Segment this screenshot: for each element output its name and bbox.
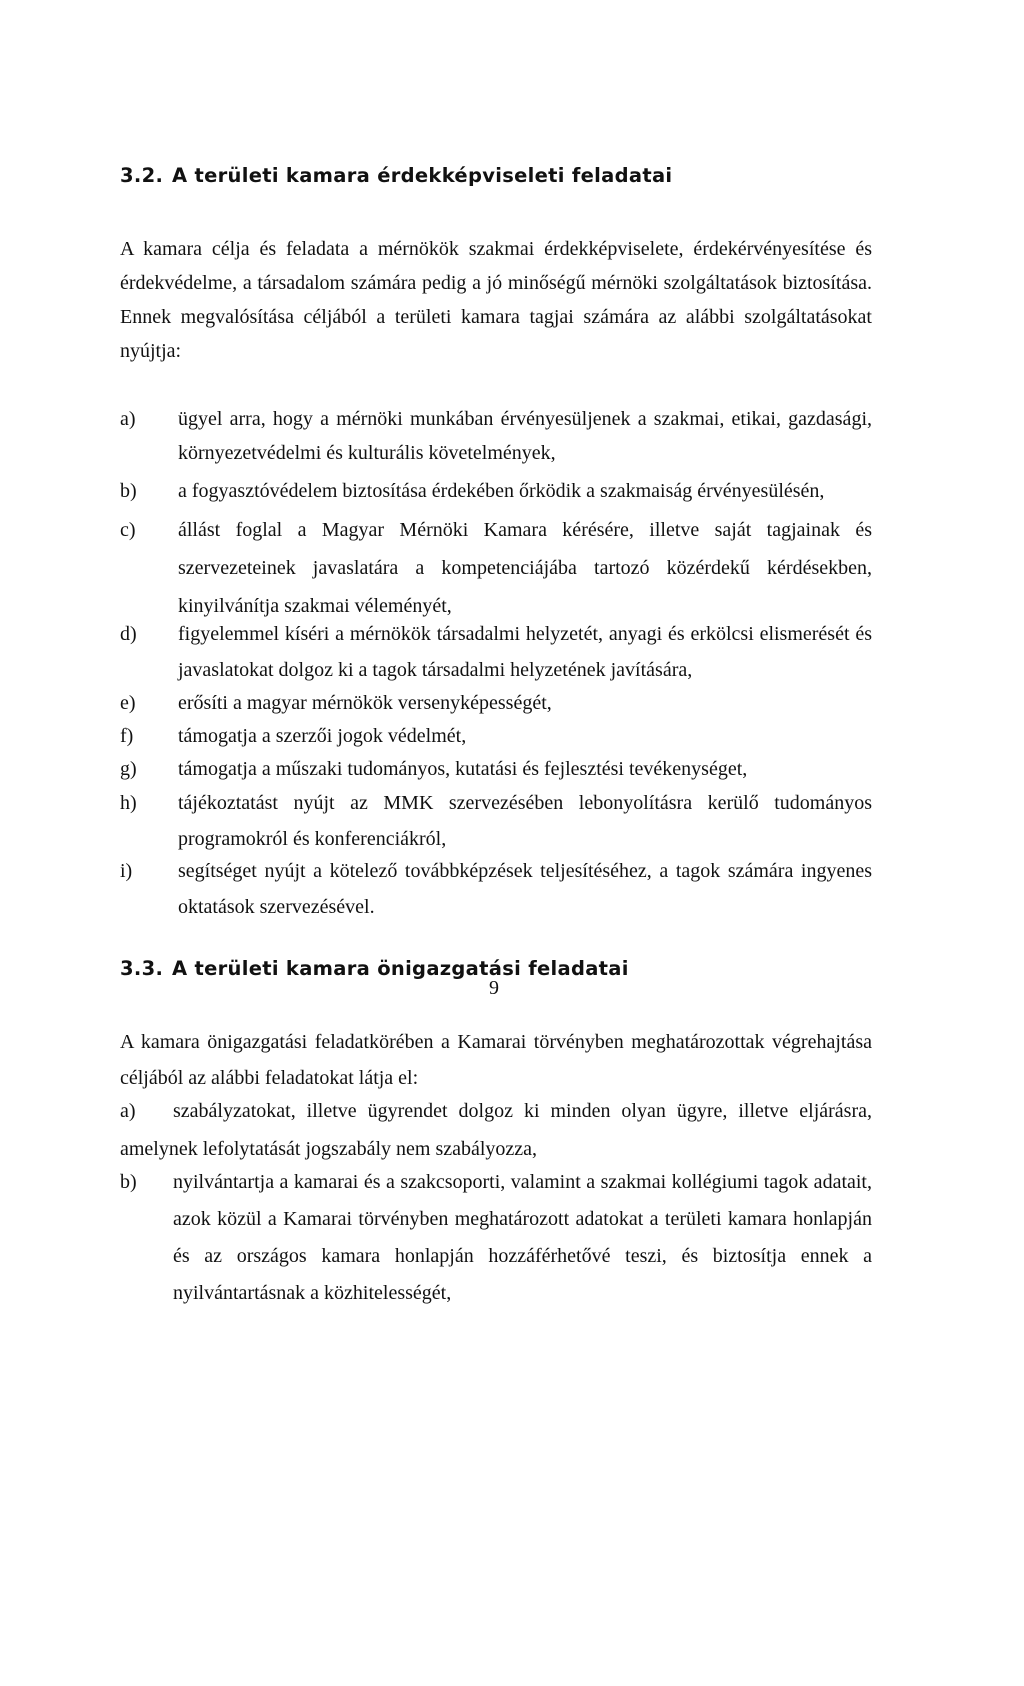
list-marker: d) (120, 623, 137, 645)
list-item-text (120, 1092, 872, 1168)
list-item-text: figyelemmel kíséri a mérnökök társadalmi helyzetét, anyagi és erkölcsi elismerését és javaslatokat dolgoz ki a tagok társadalmi helyzetének javítására, (178, 623, 872, 681)
section-number: 3.3. (120, 957, 164, 980)
list-marker: h) (120, 792, 137, 814)
list-item-text: erősíti a magyar mérnökök versenyképességét, (178, 692, 552, 714)
section-title: A területi kamara érdekképviseleti feladatai (172, 164, 673, 187)
list-item-text: ügyel arra, hogy a mérnöki munkában érvényesüljenek a szakmai, etikai, gazdasági, környezetvédelmi és kulturális követelmények, (178, 408, 872, 464)
section-heading-3-2 (120, 164, 672, 187)
page-number: 9 (489, 977, 499, 999)
list-item-text: állást foglal a Magyar Mérnöki Kamara kérésére, illetve saját tagjainak és szervezeteinek javaslatára a kompetenciájába tartozó közérdekű kérdésekben, kinyilvánítja szakmai véleményét, (178, 519, 872, 617)
section-title: A területi kamara önigazgatási feladatai (172, 957, 629, 980)
list-marker: a) (120, 408, 136, 430)
list-item-text: tájékoztatást nyújt az MMK szervezésében lebonyolításra kerülő tudományos programokról és konferenciákról, (178, 792, 872, 850)
list-marker: i) (120, 860, 133, 882)
list-marker: b) (120, 480, 137, 502)
list-marker: b) (120, 1171, 137, 1193)
list-item-text: támogatja a műszaki tudományos, kutatási és fejlesztési tevékenységet, (178, 758, 748, 780)
list-item-text-content: szabályzatokat, illetve ügyrendet dolgoz ki minden olyan ügyre, illetve eljárásra, amelynek lefolytatását jogszabály nem szabályozza, (120, 1100, 872, 1160)
list-marker: g) (120, 758, 137, 780)
list-marker: a) (120, 1100, 136, 1122)
list-marker: e) (120, 692, 136, 714)
section-intro-paragraph: A kamara önigazgatási feladatkörében a Kamarai törvényben meghatározottak végrehajtása céljából az alábbi feladatokat látja el: (120, 1031, 872, 1089)
list-marker: c) (120, 519, 136, 541)
section-heading-3-3 (120, 957, 629, 980)
list-item (120, 402, 872, 468)
list-item-text: nyilvántartja a kamarai és a szakcsoporti, valamint a szakmai kollégiumi tagok adatait, azok közül a Kamarai törvényben meghatározott adatokat a területi kamara honlapján és az országos kamara honlapján hozzáférhetővé teszi, és biztosítja ennek a nyilvántartásnak a közhitelességét, (173, 1171, 872, 1304)
section-intro-paragraph: A kamara célja és feladata a mérnökök szakmai érdekképviselete, érdekérvényesítése és érdekvédelme, a társadalom számára pedig a jó minőségű mérnöki szolgáltatások biztosítása. Ennek megvalósítása céljából a területi kamara tagjai számára az alábbi szolgáltatásokat nyújtja: (120, 238, 872, 362)
list-item-text: a fogyasztóvédelem biztosítása érdekében őrködik a szakmaiság érvényesülésén, (178, 480, 825, 502)
list-item-text: segítséget nyújt a kötelező továbbképzések teljesítéséhez, a tagok számára ingyenes oktatások szervezésével. (178, 860, 872, 918)
list-item-text: támogatja a szerzői jogok védelmét, (178, 725, 467, 747)
section-number: 3.2. (120, 164, 164, 187)
list-marker: f) (120, 725, 134, 747)
